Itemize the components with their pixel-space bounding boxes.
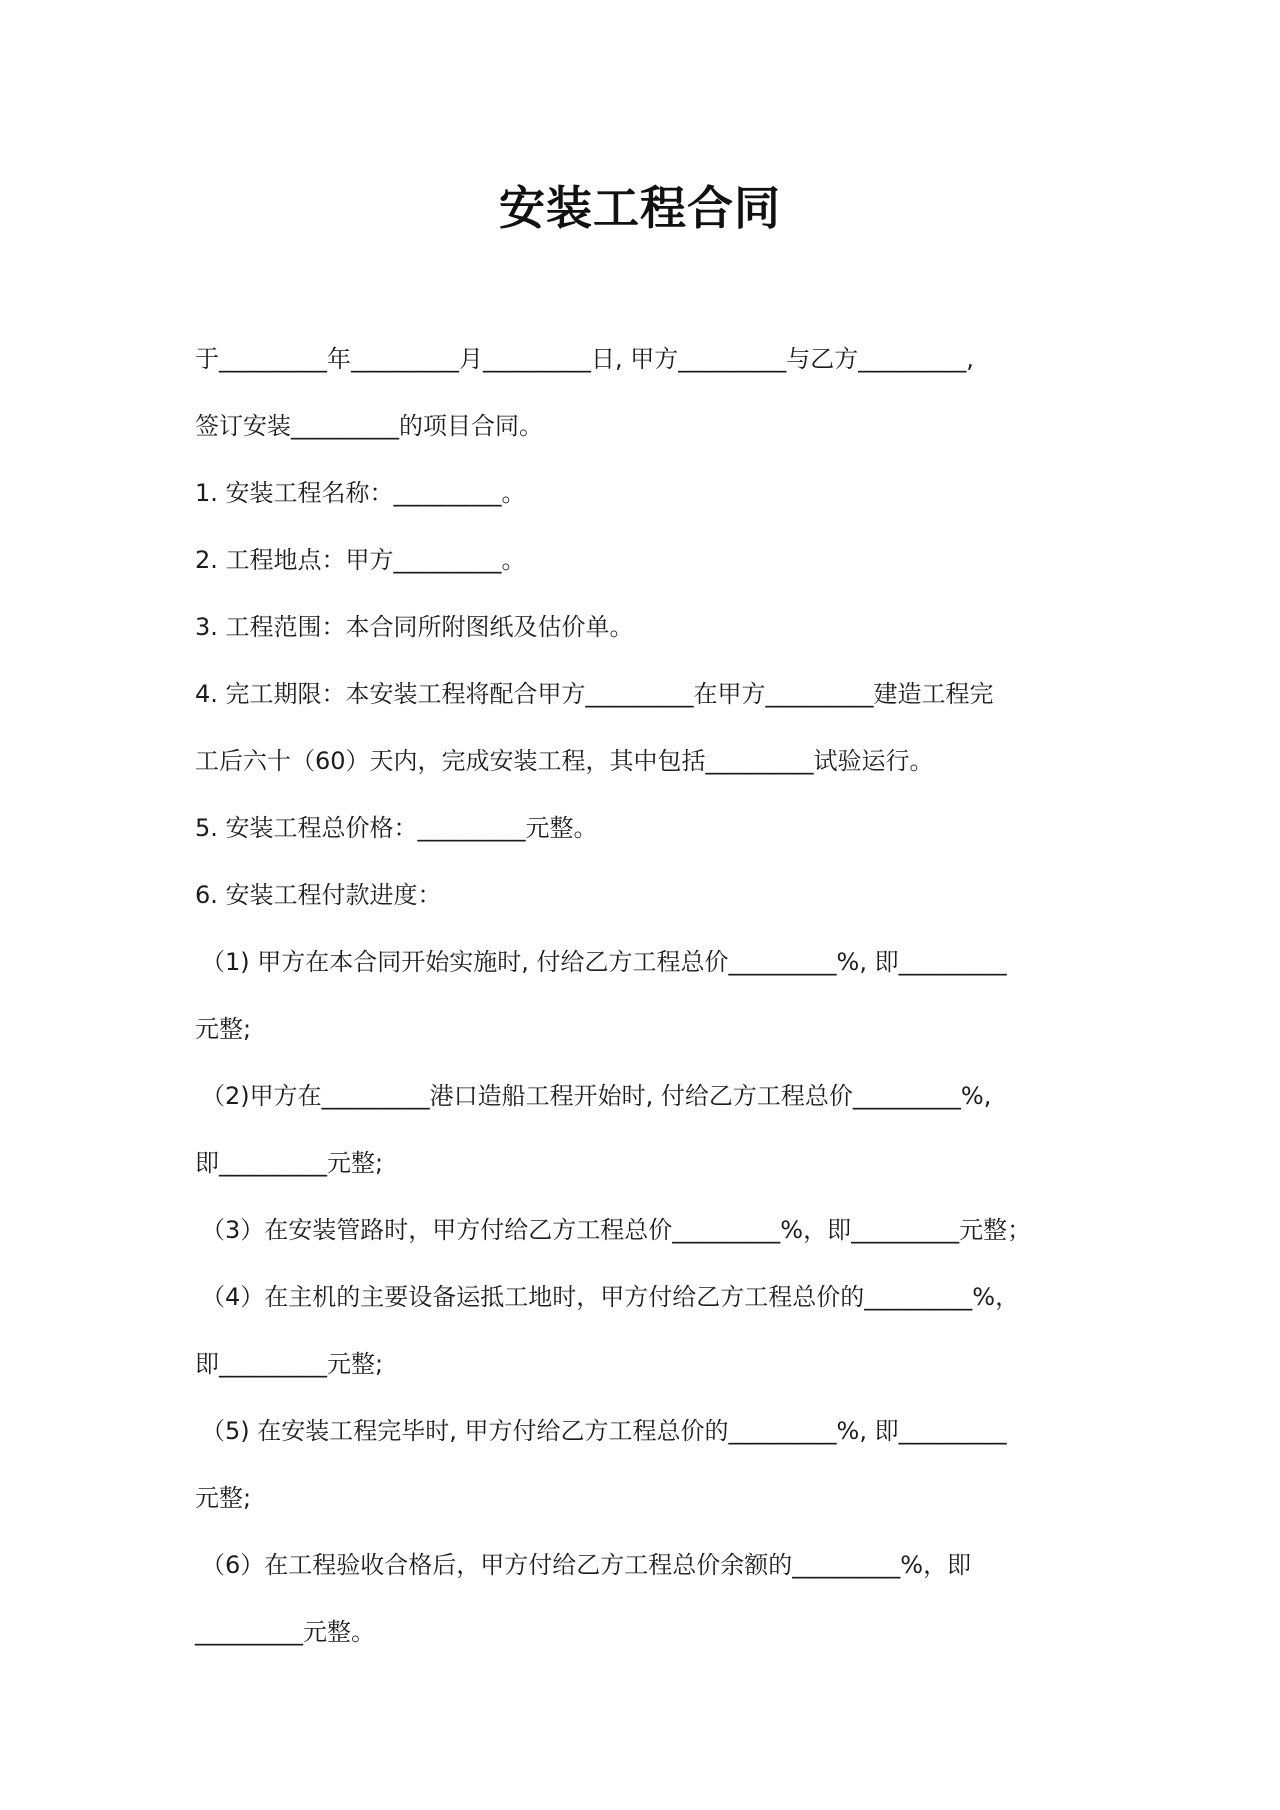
preamble-line-1: 于_________年_________月_________日, 甲方_________与乙方_________,	[195, 345, 974, 373]
payment-item-1-line-2: 元整;	[195, 1015, 252, 1043]
payment-item-3: （3）在安装管路时，甲方付给乙方工程总价_________%，即_________元整；	[201, 1216, 1032, 1244]
preamble-line-2: 签订安装_________的项目合同。	[195, 412, 543, 440]
payment-item-6-line-1: （6）在工程验收合格后，甲方付给乙方工程总价余额的_________%，即	[201, 1551, 972, 1579]
payment-item-2-line-1: （2)甲方在_________港口造船工程开始时, 付给乙方工程总价_________%,	[201, 1082, 992, 1110]
payment-item-4-line-1: （4）在主机的主要设备运抵工地时，甲方付给乙方工程总价的_________%，	[201, 1283, 1020, 1311]
payment-item-5-line-1: （5) 在安装工程完毕时, 甲方付给乙方工程总价的_________%, 即_________	[201, 1417, 1007, 1445]
payment-item-2-line-2: 即_________元整;	[195, 1149, 384, 1177]
payment-item-6-line-2: _________元整。	[195, 1618, 375, 1646]
document-title: 安装工程合同	[499, 181, 781, 235]
payment-item-4-line-2: 即_________元整;	[195, 1350, 384, 1378]
clause-4-deadline-line-2: 工后六十（60）天内，完成安装工程，其中包括_________试验运行。	[195, 747, 934, 775]
payment-item-5-line-2: 元整;	[195, 1484, 252, 1512]
clause-2-location: 2. 工程地点：甲方_________。	[195, 546, 526, 574]
payment-item-1-line-1: （1) 甲方在本合同开始实施时, 付给乙方工程总价_________%, 即_________	[201, 948, 1007, 976]
clause-4-deadline-line-1: 4. 完工期限：本安装工程将配合甲方_________在甲方_________建造工程完	[195, 680, 994, 708]
clause-1-project-name: 1. 安装工程名称：_________。	[195, 479, 526, 507]
clause-3-scope: 3. 工程范围：本合同所附图纸及估价单。	[195, 613, 634, 641]
document-body	[195, 332, 1095, 1672]
clause-6-payment-schedule: 6. 安装工程付款进度：	[195, 881, 442, 909]
clause-5-total-price: 5. 安装工程总价格：_________元整。	[195, 814, 598, 842]
